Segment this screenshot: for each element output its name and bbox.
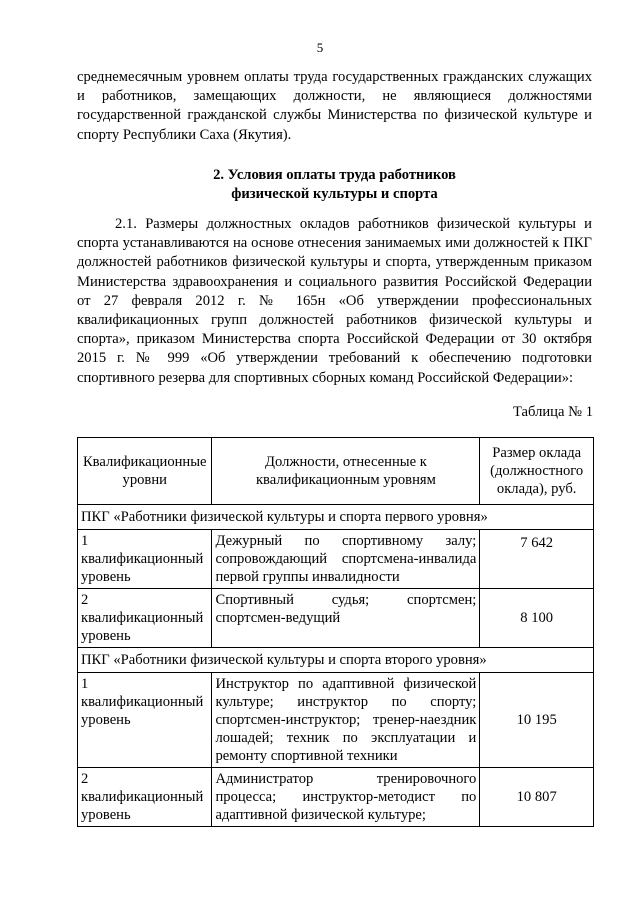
cell-positions: Спортивный судья; спортсмен; спортсмен-ведущий xyxy=(212,589,480,648)
page-number: 5 xyxy=(316,40,324,55)
cell-salary: 10 807 xyxy=(480,768,594,827)
cell-positions: Дежурный по спортивному залу; сопровождающий спортсмена-инвалида первой группы инвалидности xyxy=(212,530,480,589)
cell-salary: 7 642 xyxy=(480,530,594,589)
cell-level: 1 квалификационный уровень xyxy=(78,673,212,768)
salary-table xyxy=(77,437,594,827)
clause-2-1-paragraph: 2.1. Размеры должностных окладов работников физической культуры и спорта устанавливаются на основе отнесения занимаемых ими должностей к ПКГ должностей работников физической культуры и спорта, утвержденным приказом Министерства здравоохранения и социального развития Российской Федерации от 27 февраля 2012 г. № 165н «Об утверждении профессиональных квалификационных групп должностей работников физической культуры и спорта», приказом Министерства спорта Российской Федерации от 30 октября 2015 г. № 999 «Об утверждении требований к обеспечению подготовки спортивного резерва для спортивных сборных команд Российской Федерации»: xyxy=(77,216,592,386)
intro-paragraph: среднемесячным уровнем оплаты труда государственных гражданских служащих и работников, замещающих должности, не являющиеся должностями государственной гражданской службы Министерства по физической культуре и спорту Республики Саха (Якутия). xyxy=(77,69,592,143)
table-row xyxy=(78,530,594,589)
group-row xyxy=(78,505,594,530)
table-caption: Таблица № 1 xyxy=(513,404,593,420)
cell-salary: 8 100 xyxy=(480,589,594,648)
group-row xyxy=(78,648,594,673)
header-level: Квалификационные уровни xyxy=(78,438,212,505)
table-row xyxy=(78,673,594,768)
cell-level: 1 квалификационный уровень xyxy=(78,530,212,589)
cell-salary: 10 195 xyxy=(480,673,594,768)
section-heading-line-1: 2. Условия оплаты труда работников xyxy=(213,167,456,183)
header-positions: Должности, отнесенные к квалификационным уровням xyxy=(212,438,480,505)
group-title: ПКГ «Работники физической культуры и спорта первого уровня» xyxy=(78,505,594,530)
section-heading xyxy=(77,166,592,204)
header-salary: Размер оклада (должностного оклада), руб. xyxy=(480,438,594,505)
table-row xyxy=(78,589,594,648)
cell-positions: Инструктор по адаптивной физической культуре; инструктор по спорту; спортсмен-инструктор; тренер-наездник лошадей; техник по эксплуатации и ремонту спортивной техники xyxy=(212,673,480,768)
table-row xyxy=(78,768,594,827)
section-heading-line-2: физической культуры и спорта xyxy=(231,186,438,202)
cell-level: 2 квалификационный уровень xyxy=(78,589,212,648)
group-title: ПКГ «Работники физической культуры и спорта второго уровня» xyxy=(78,648,594,673)
table-header-row xyxy=(78,438,594,505)
cell-level: 2 квалификационный уровень xyxy=(78,768,212,827)
cell-positions: Администратор тренировочного процесса; инструктор-методист по адаптивной физической культуре; xyxy=(212,768,480,827)
